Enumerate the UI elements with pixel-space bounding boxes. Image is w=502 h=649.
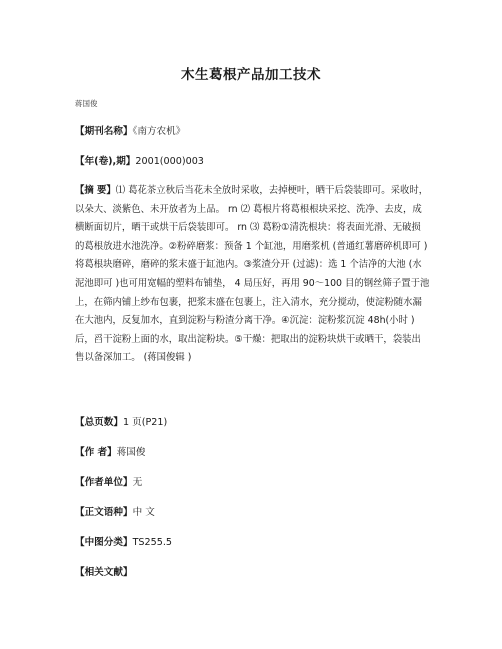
field-author-affiliation: [75, 473, 430, 492]
field-label: 【作者单位】: [75, 477, 133, 488]
field-value: ⑴ 葛花茶立秋后当花未全放时采收，去掉梗叶，晒干后袋装即可。采收时，以朵大、淡紫色、未开放者为上品。 rn ⑵ 葛根片将葛根根块采挖、洗净、去皮，成横断面切片，晒干或烘干后袋装即可。 rn ⑶ 葛粉①清洗根块：将表面光滑、无破损的葛根放进水池洗净。②粉碎磨浆：预备 1 个缸池，用磨浆机 (普通红薯磨碎机即可 )将葛根块磨碎，磨碎的浆末盛于缸池内。③浆渣分开 (过滤)：选 1 个洁净的大池 (水泥池即可 )也可用宽幅的塑料布铺垫， 4 局压好，再用 90～100 目的钢丝筛子置于池上，在筛内铺上纱布包裹，把浆末盛在包裹上，注入清水，充分搅动，使淀粉随水漏在大池内，反复加水，直到淀粉与粉渣分离干净。④沉淀：淀粉浆沉淀 48h(小时 )后，舀干淀粉上面的水，取出淀粉块。⑤干燥：把取出的淀粉块烘干或晒干，袋装出售以备深加工。 (蒋国俊辑 ): [75, 185, 430, 364]
field-label: 【总页数】: [75, 417, 123, 428]
field-related-literature: [75, 563, 430, 582]
field-label: 【正文语种】: [75, 507, 133, 518]
field-value: 无: [132, 477, 143, 488]
field-label: 【摘 要】: [75, 185, 116, 196]
field-language: [75, 503, 430, 522]
field-value: TS255.5: [132, 537, 172, 548]
field-value: 蒋国俊: [116, 447, 146, 458]
field-classification: [75, 533, 430, 552]
field-value: 2001(000)003: [135, 156, 204, 167]
field-label: 【期刊名称】: [75, 126, 133, 137]
field-value: 中 文: [132, 507, 155, 518]
field-total-pages: [75, 413, 430, 432]
field-label: 【作 者】: [75, 447, 117, 458]
field-abstract: [75, 182, 430, 368]
field-year-volume-issue: [75, 152, 430, 171]
field-author: [75, 443, 430, 462]
field-value: 《南方农机》: [132, 126, 186, 137]
document-title: 木生葛根产品加工技术: [181, 67, 321, 83]
field-journal-name: [75, 122, 430, 141]
field-label: 【相关文献】: [75, 567, 133, 578]
field-value: 1 页(P21): [122, 417, 168, 428]
author-line: 蒋国俊: [75, 99, 98, 108]
field-label: 【年(卷),期】: [75, 156, 136, 167]
field-label: 【中图分类】: [75, 537, 133, 548]
